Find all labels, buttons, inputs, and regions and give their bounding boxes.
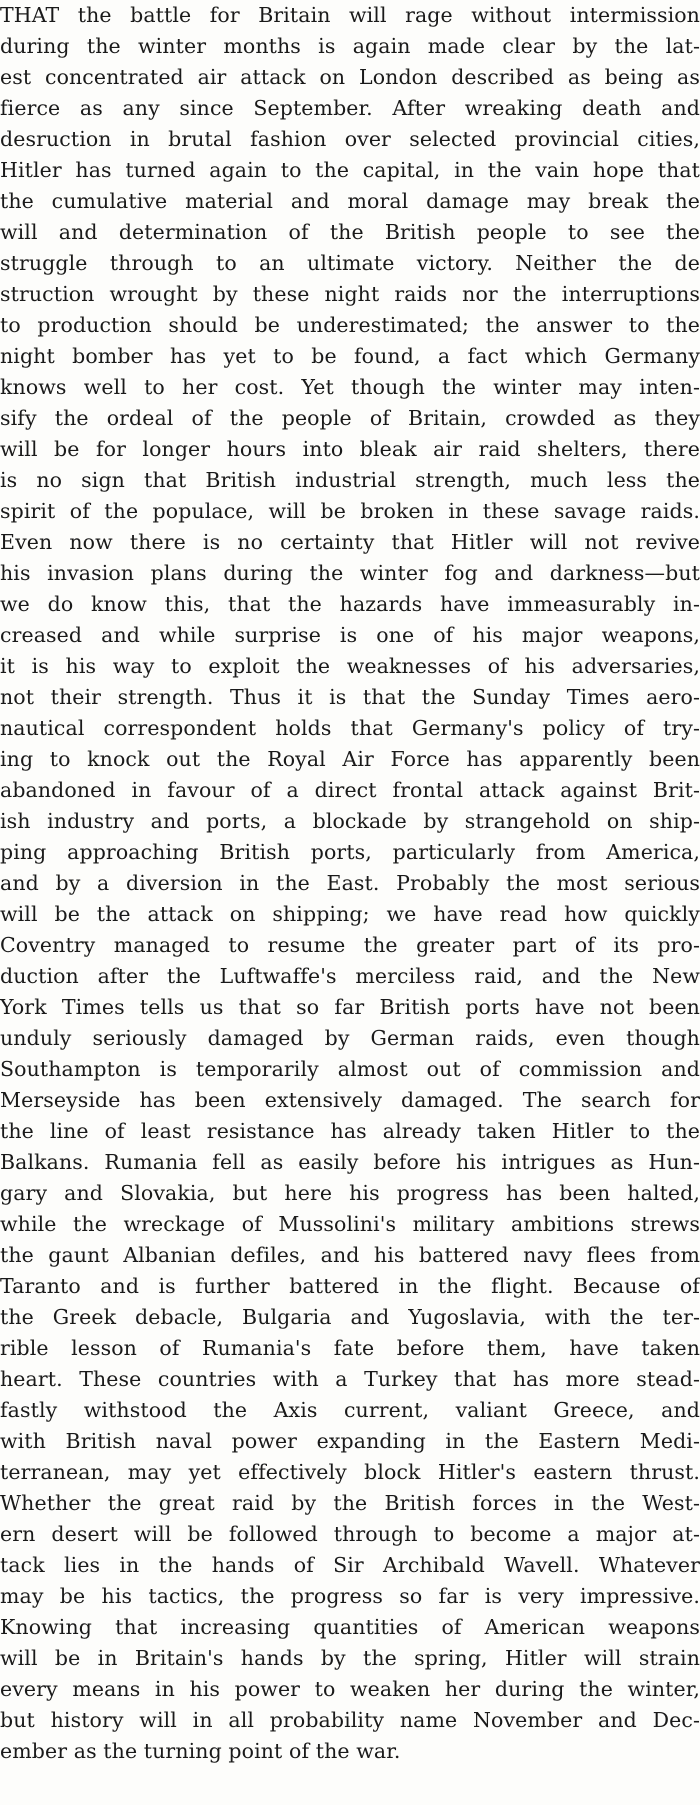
article-line-51: tack lies in the hands of Sir Archibald Wavell. Whatever bbox=[0, 1553, 700, 1577]
article-line-32: duction after the Luftwaffe's merciless raid, and the New bbox=[0, 964, 700, 988]
article-line-29: and by a diversion in the East. Probably the most serious bbox=[0, 871, 700, 895]
article-line-17: spirit of the populace, will be broken in these savage raids. bbox=[0, 499, 700, 523]
article-line-56: but history will in all probability name November and Dec- bbox=[0, 1708, 700, 1732]
article-line-14: sify the ordeal of the people of Britain, crowded as they bbox=[0, 406, 700, 430]
article-line-50: ern desert will be followed through to become a major at- bbox=[0, 1522, 700, 1546]
article-line-5: desruction in brutal fashion over selected provincial cities, bbox=[0, 127, 700, 151]
article-line-48: terranean, may yet effectively block Hitler's eastern thrust. bbox=[0, 1460, 700, 1484]
article-line-54: will be in Britain's hands by the spring, Hitler will strain bbox=[0, 1646, 700, 1670]
article-line-12: night bomber has yet to be found, a fact which Germany bbox=[0, 344, 700, 368]
article-line-2: during the winter months is again made clear by the lat- bbox=[0, 34, 700, 58]
article-line-57: ember as the turning point of the war. bbox=[0, 1739, 401, 1763]
article-line-36: Merseyside has been extensively damaged. The search for bbox=[0, 1088, 700, 1112]
article-line-46: fastly withstood the Axis current, valiant Greece, and bbox=[0, 1398, 700, 1422]
article-line-7: the cumulative material and moral damage may break the bbox=[0, 189, 700, 213]
article-line-6: Hitler has turned again to the capital, in the vain hope that bbox=[0, 158, 700, 182]
article-line-10: struction wrought by these night raids nor the interruptions bbox=[0, 282, 700, 306]
article-line-37: the line of least resistance has already taken Hitler to the bbox=[0, 1119, 700, 1143]
article-line-40: while the wreckage of Mussolini's military ambitions strews bbox=[0, 1212, 700, 1236]
article-line-21: creased and while surprise is one of his major weapons, bbox=[0, 623, 700, 647]
article-line-13: knows well to her cost. Yet though the winter may inten- bbox=[0, 375, 700, 399]
article-line-34: unduly seriously damaged by German raids, even though bbox=[0, 1026, 700, 1050]
article-line-15: will be for longer hours into bleak air raid shelters, there bbox=[0, 437, 700, 461]
article-line-24: nautical correspondent holds that Germany's policy of try- bbox=[0, 716, 700, 740]
article-line-31: Coventry managed to resume the greater part of its pro- bbox=[0, 933, 700, 957]
article-line-52: may be his tactics, the progress so far is very impressive. bbox=[0, 1584, 700, 1608]
article-line-27: ish industry and ports, a blockade by strangehold on ship- bbox=[0, 809, 700, 833]
article-line-41: the gaunt Albanian defiles, and his battered navy flees from bbox=[0, 1243, 700, 1267]
article-line-23: not their strength. Thus it is that the Sunday Times aero- bbox=[0, 685, 700, 709]
article-line-42: Taranto and is further battered in the flight. Because of bbox=[0, 1274, 700, 1298]
article-line-25: ing to knock out the Royal Air Force has apparently been bbox=[0, 747, 700, 771]
article-line-45: heart. These countries with a Turkey that has more stead- bbox=[0, 1367, 700, 1391]
article-line-53: Knowing that increasing quantities of American weapons bbox=[0, 1615, 700, 1639]
article-line-39: gary and Slovakia, but here his progress has been halted, bbox=[0, 1181, 700, 1205]
article-line-30: will be the attack on shipping; we have read how quickly bbox=[0, 902, 700, 926]
article-line-16: is no sign that British industrial strength, much less the bbox=[0, 468, 700, 492]
article-line-20: we do know this, that the hazards have immeasurably in- bbox=[0, 592, 700, 616]
article-line-43: the Greek debacle, Bulgaria and Yugoslavia, with the ter- bbox=[0, 1305, 700, 1329]
article-line-44: rible lesson of Rumania's fate before them, have taken bbox=[0, 1336, 700, 1360]
article-line-35: Southampton is temporarily almost out of commission and bbox=[0, 1057, 700, 1081]
article-line-11: to production should be underestimated; the answer to the bbox=[0, 313, 700, 337]
article-line-1: THAT the battle for Britain will rage without intermission bbox=[0, 3, 700, 27]
article-line-4: fierce as any since September. After wreaking death and bbox=[0, 96, 700, 120]
article-line-9: struggle through to an ultimate victory. Neither the de bbox=[0, 251, 700, 275]
article-line-38: Balkans. Rumania fell as easily before his intrigues as Hun- bbox=[0, 1150, 700, 1174]
article-line-22: it is his way to exploit the weaknesses of his adversaries, bbox=[0, 654, 700, 678]
article-line-33: York Times tells us that so far British ports have not been bbox=[0, 995, 700, 1019]
article-line-55: every means in his power to weaken her during the winter, bbox=[0, 1677, 700, 1701]
article-line-3: est concentrated air attack on London described as being as bbox=[0, 65, 700, 89]
article-line-28: ping approaching British ports, particularly from America, bbox=[0, 840, 700, 864]
article-line-26: abandoned in favour of a direct frontal attack against Brit- bbox=[0, 778, 700, 802]
article-line-47: with British naval power expanding in the Eastern Medi- bbox=[0, 1429, 700, 1453]
article-line-18: Even now there is no certainty that Hitler will not revive bbox=[0, 530, 700, 554]
article-line-49: Whether the great raid by the British forces in the West- bbox=[0, 1491, 700, 1515]
article-line-19: his invasion plans during the winter fog and darkness—but bbox=[0, 561, 700, 585]
article-line-8: will and determination of the British people to see the bbox=[0, 220, 700, 244]
